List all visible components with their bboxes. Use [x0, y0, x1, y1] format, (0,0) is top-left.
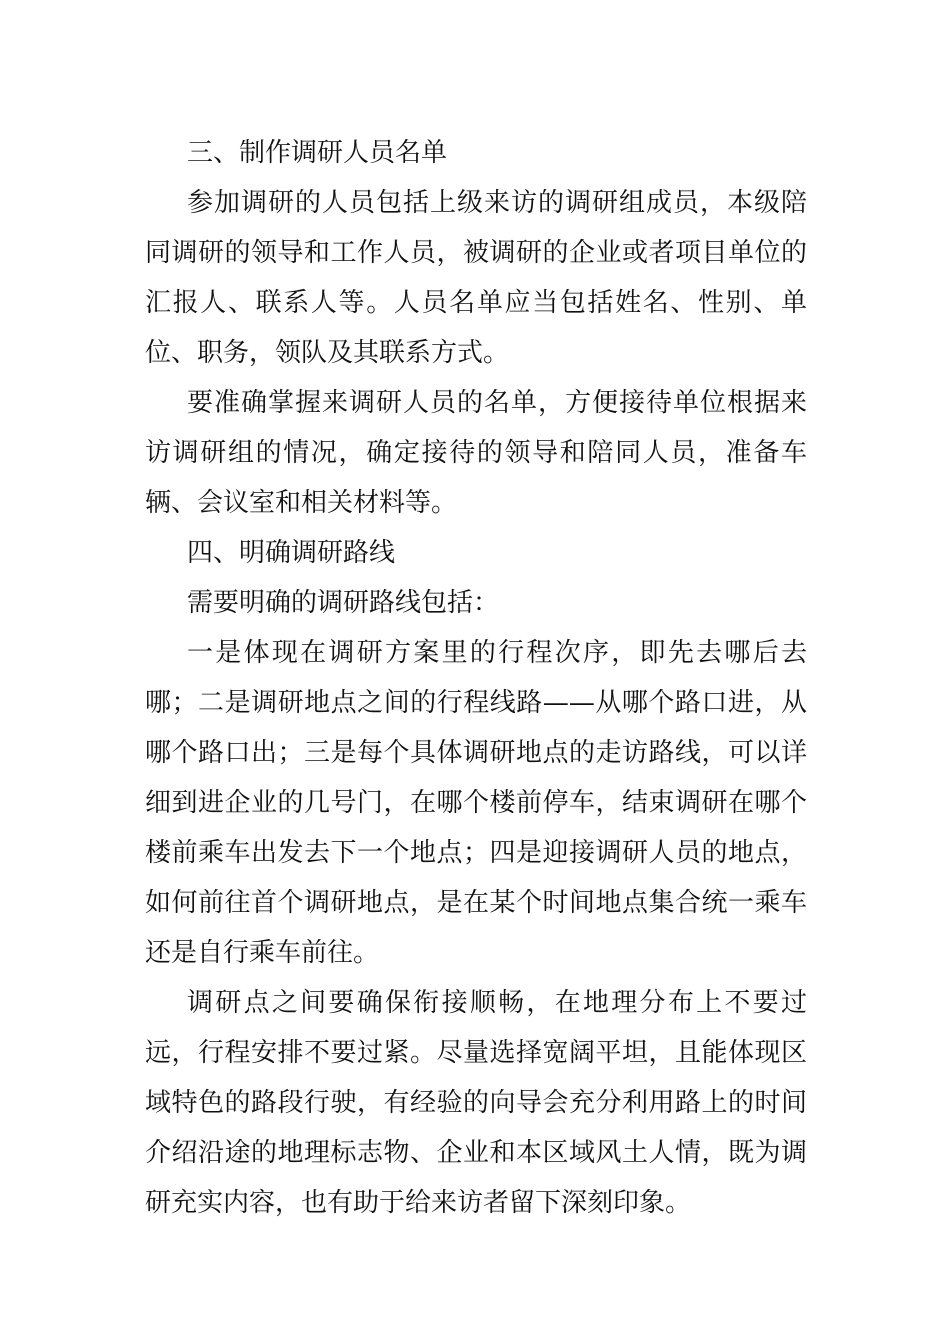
- paragraph-participants: 参加调研的人员包括上级来访的调研组成员，本级陪同调研的领导和工作人员，被调研的企业或者项目单位的汇报人、联系人等。人员名单应当包括姓名、性别、单位、职务，领队及其联系方式。: [145, 188, 807, 368]
- document-body: [145, 128, 807, 1228]
- section-heading-four: 四、明确调研路线: [187, 538, 396, 568]
- paragraph-route-details: 一是体现在调研方案里的行程次序，即先去哪后去哪；二是调研地点之间的行程线路——从哪个路口进，从哪个路口出；三是每个具体调研地点的走访路线，可以详细到进企业的几号门，在哪个楼前停车，结束调研在哪个楼前乘车出发去下一个地点；四是迎接调研人员的地点，如何前往首个调研地点，是在某个时间地点集合统一乘车还是自行乘车前往。: [145, 638, 807, 968]
- paragraph-name-list: 要准确掌握来调研人员的名单，方便接待单位根据来访调研组的情况，确定接待的领导和陪同人员，准备车辆、会议室和相关材料等。: [145, 388, 807, 518]
- section-heading-three: 三、制作调研人员名单: [187, 138, 448, 168]
- paragraph-route-arrangement: 调研点之间要确保衔接顺畅，在地理分布上不要过远，行程安排不要过紧。尽量选择宽阔平坦，且能体现区域特色的路段行驶，有经验的向导会充分利用路上的时间介绍沿途的地理标志物、企业和本区域风土人情，既为调研充实内容，也有助于给来访者留下深刻印象。: [145, 988, 807, 1218]
- paragraph-route-intro: 需要明确的调研路线包括：: [187, 588, 500, 618]
